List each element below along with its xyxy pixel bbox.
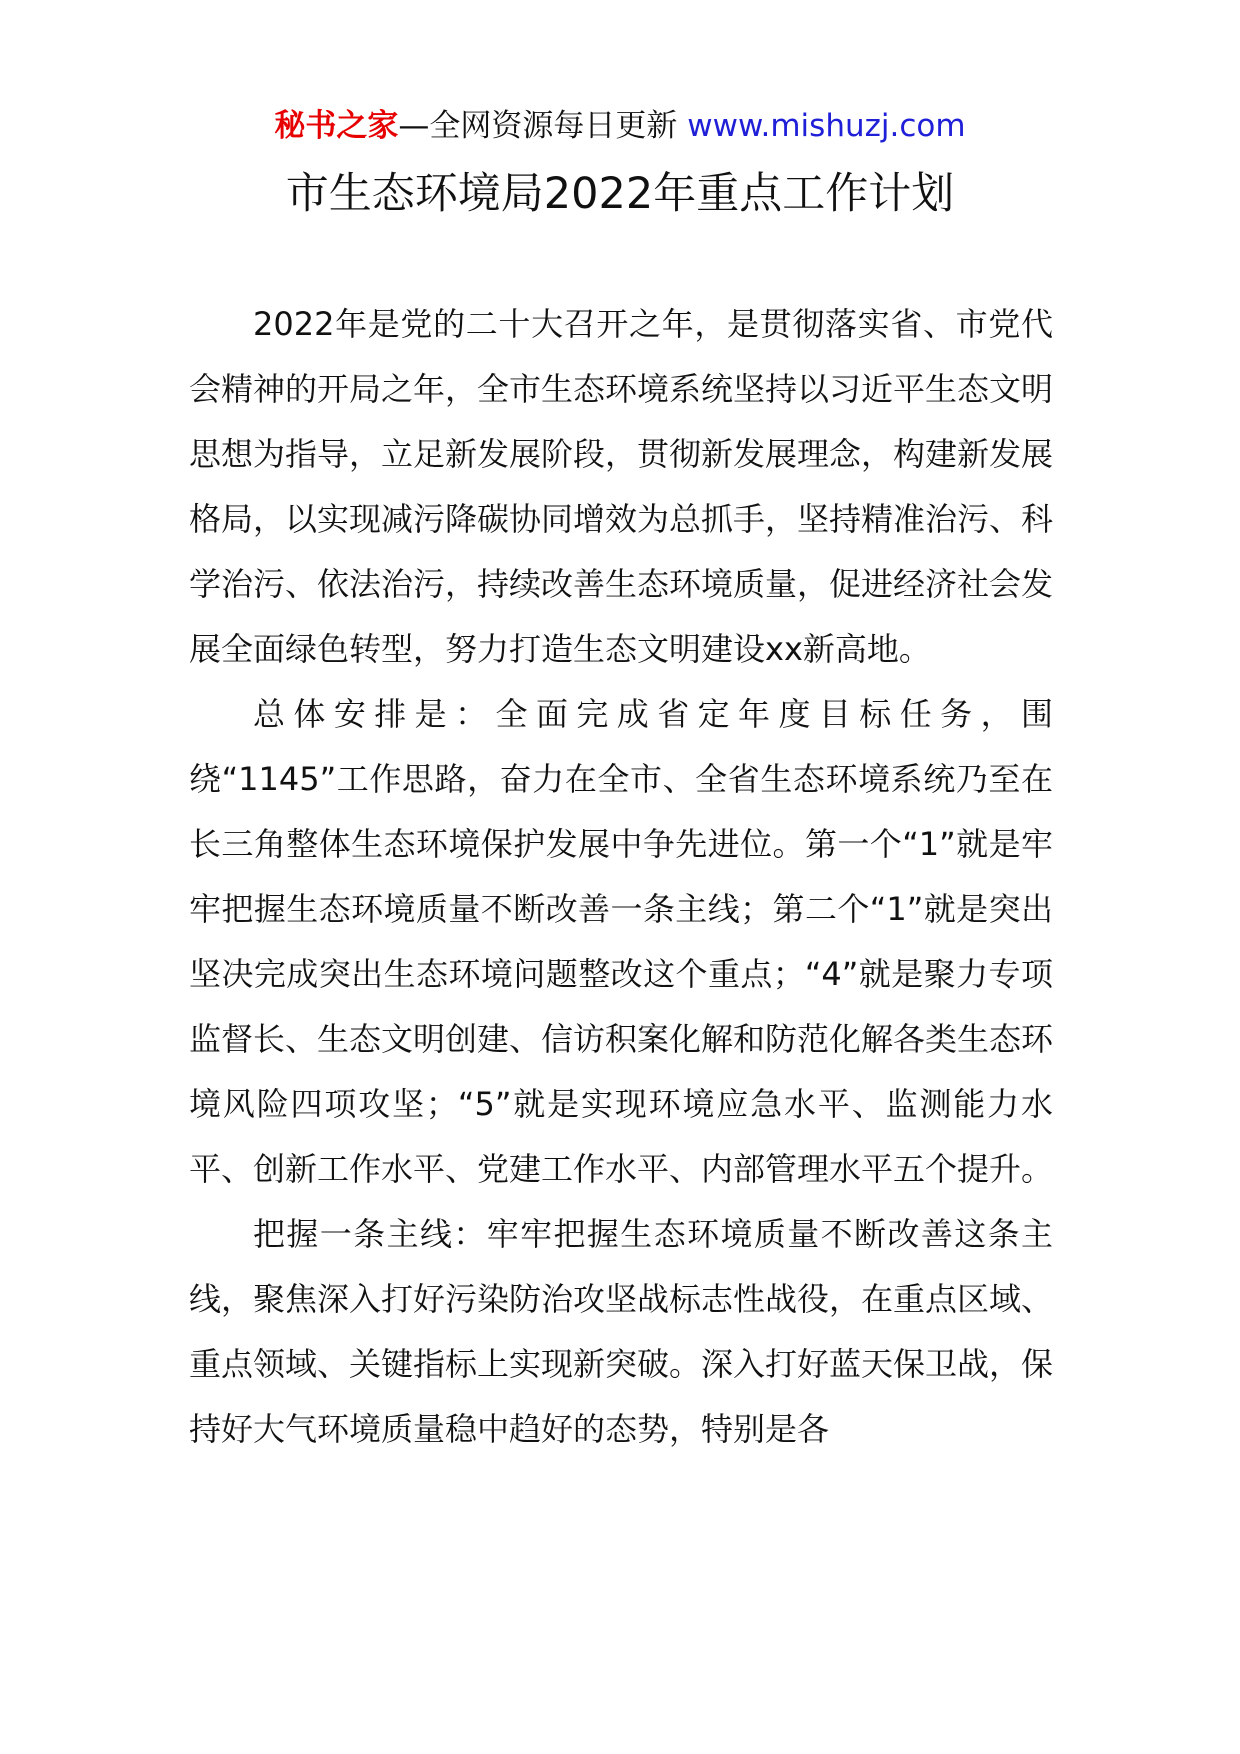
paragraph-intro: 2022年是党的二十大召开之年，是贯彻落实省、市党代会精神的开局之年，全市生态环境系统坚持以习近平生态文明思想为指导，立足新发展阶段，贯彻新发展理念，构建新发展格局，以实现减污降碳协同增效为总抓手，坚持精准治污、科学治污、依法治污，持续改善生态环境质量，促进经济社会发展全面绿色转型，努力打造生态文明建设xx新高地。: [189, 305, 1054, 668]
banner-tagline: —全网资源每日更新: [398, 108, 678, 144]
document-title: 市生态环境局2022年重点工作计划: [285, 169, 955, 219]
banner-brand: 秘书之家: [274, 108, 399, 144]
site-banner: [0, 104, 1240, 148]
banner-url-link[interactable]: www.mishuzj.com: [687, 108, 966, 144]
document-body: [189, 292, 1053, 1462]
paragraph-overall-plan: 总体安排是：全面完成省定年度目标任务，围绕“1145”工作思路，奋力在全市、全省生态环境系统乃至在长三角整体生态环境保护发展中争先进位。第一个“1”就是牢牢把握生态环境质量不断改善一条主线；第二个“1”就是突出坚决完成突出生态环境问题整改这个重点；“4”就是聚力专项监督长、生态文明创建、信访积案化解和防范化解各类生态环境风险四项攻坚；“5”就是实现环境应急水平、监测能力水平、创新工作水平、党建工作水平、内部管理水平五个提升。: [189, 695, 1054, 1188]
paragraph-main-line: 把握一条主线：牢牢把握生态环境质量不断改善这条主线，聚焦深入打好污染防治攻坚战标志性战役，在重点区域、重点领域、关键指标上实现新突破。深入打好蓝天保卫战，保持好大气环境质量稳中趋好的态势，特别是各: [189, 1215, 1054, 1448]
